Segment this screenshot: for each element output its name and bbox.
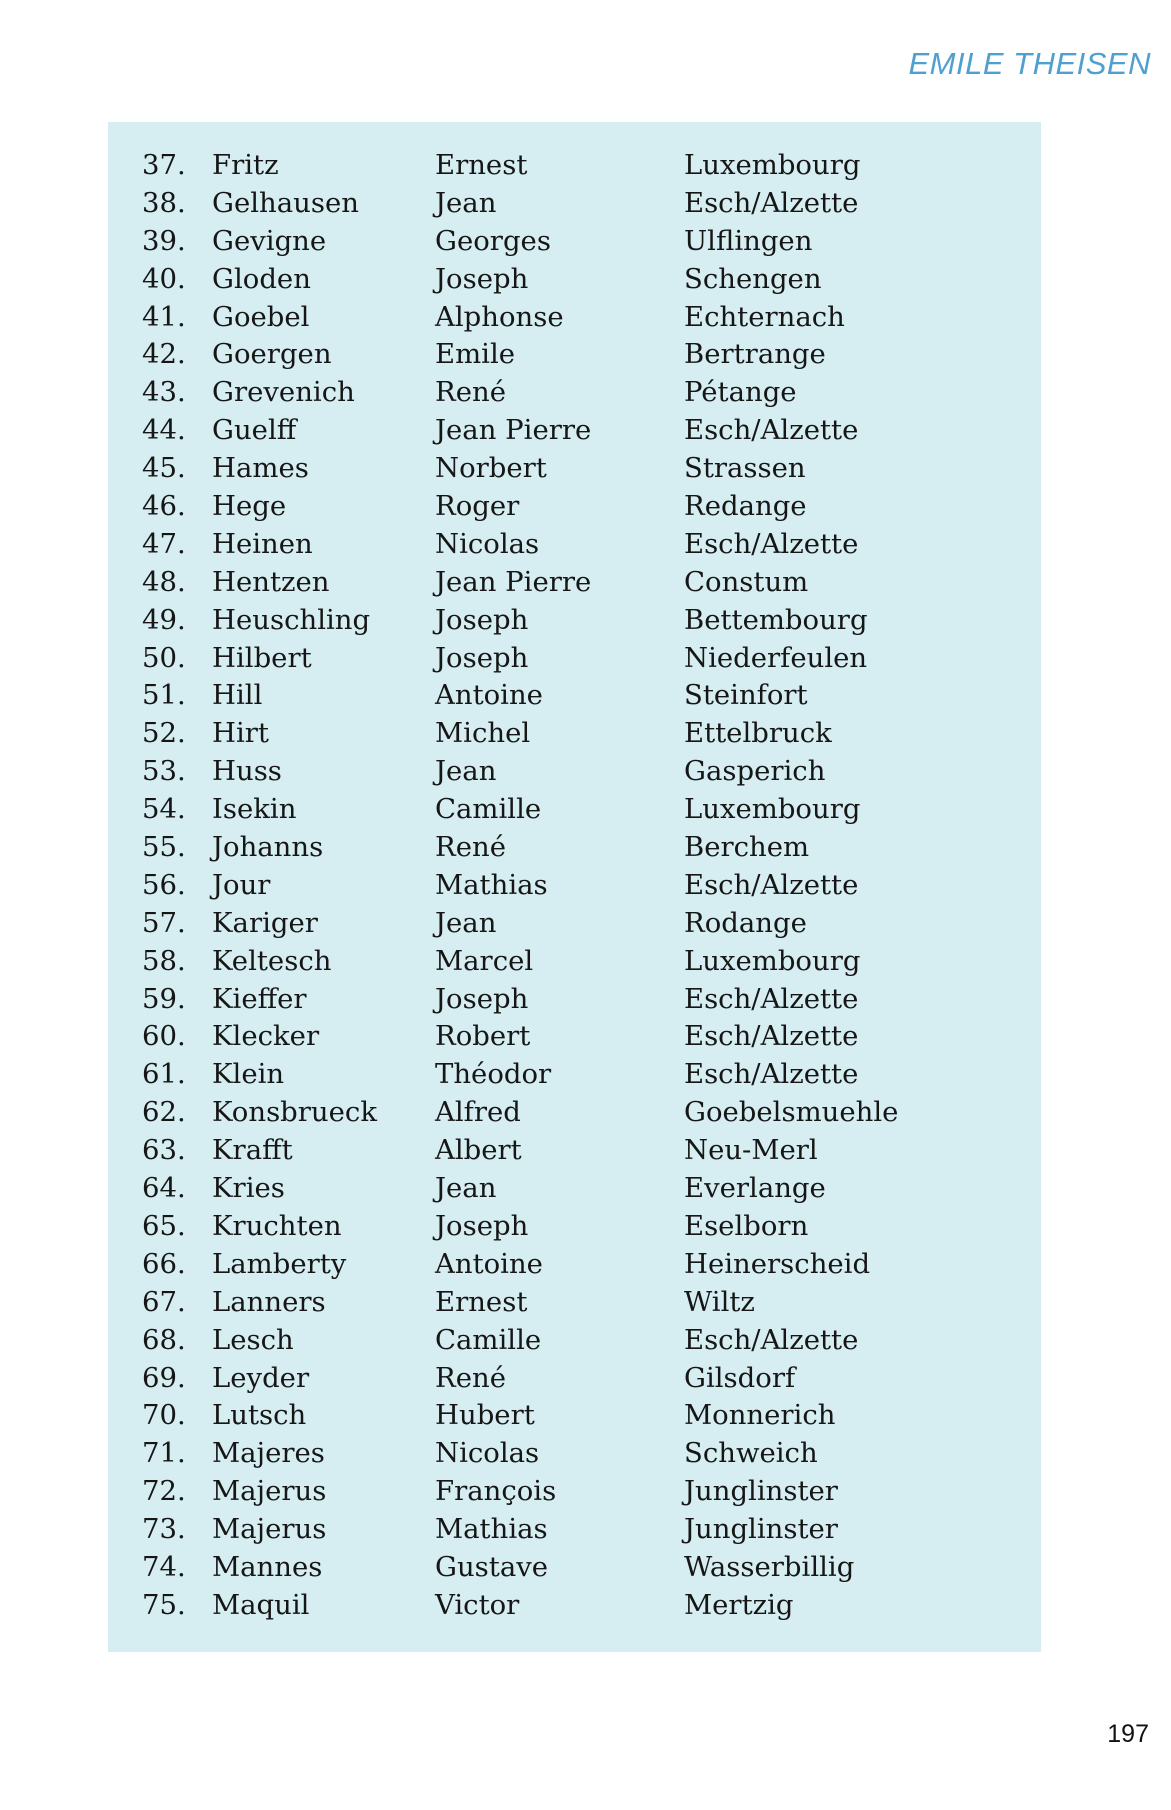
surname: Hames bbox=[212, 452, 309, 485]
list-item bbox=[108, 412, 1041, 450]
first-name: Joseph bbox=[435, 262, 529, 295]
entry-number: 38. bbox=[142, 186, 186, 219]
surname: Krafft bbox=[212, 1134, 293, 1167]
list-item bbox=[108, 1094, 1041, 1132]
list-item bbox=[108, 905, 1041, 943]
entry-number: 66. bbox=[142, 1247, 186, 1280]
entry-number: 48. bbox=[142, 565, 186, 598]
first-name: Marcel bbox=[435, 944, 534, 977]
list-item bbox=[108, 1587, 1041, 1625]
place-name: Gasperich bbox=[684, 755, 826, 788]
entry-number: 61. bbox=[142, 1058, 186, 1091]
list-item bbox=[108, 1549, 1041, 1587]
surname: Majerus bbox=[212, 1513, 327, 1546]
name-list-panel bbox=[108, 122, 1041, 1652]
place-name: Bertrange bbox=[684, 338, 826, 371]
first-name: François bbox=[435, 1475, 557, 1508]
entry-number: 44. bbox=[142, 414, 186, 447]
place-name: Pétange bbox=[684, 376, 797, 409]
entry-number: 45. bbox=[142, 452, 186, 485]
list-item bbox=[108, 867, 1041, 905]
first-name: René bbox=[435, 831, 506, 864]
surname: Huss bbox=[212, 755, 282, 788]
entry-number: 67. bbox=[142, 1285, 186, 1318]
surname: Majeres bbox=[212, 1437, 325, 1470]
place-name: Ulflingen bbox=[684, 224, 813, 257]
first-name: Jean bbox=[435, 906, 497, 939]
first-name: Nicolas bbox=[435, 1437, 540, 1470]
list-item bbox=[108, 753, 1041, 791]
place-name: Esch/Alzette bbox=[684, 982, 859, 1015]
entry-number: 53. bbox=[142, 755, 186, 788]
entry-number: 39. bbox=[142, 224, 186, 257]
list-item bbox=[108, 185, 1041, 223]
place-name: Heinerscheid bbox=[684, 1247, 871, 1280]
first-name: Nicolas bbox=[435, 527, 540, 560]
entry-number: 51. bbox=[142, 679, 186, 712]
list-item bbox=[108, 1360, 1041, 1398]
entry-number: 56. bbox=[142, 868, 186, 901]
entry-number: 60. bbox=[142, 1020, 186, 1053]
place-name: Goebelsmuehle bbox=[684, 1096, 899, 1129]
place-name: Eselborn bbox=[684, 1209, 809, 1242]
surname: Kieffer bbox=[212, 982, 307, 1015]
surname: Gloden bbox=[212, 262, 311, 295]
place-name: Esch/Alzette bbox=[684, 1058, 859, 1091]
entry-number: 74. bbox=[142, 1550, 186, 1583]
list-item bbox=[108, 1397, 1041, 1435]
surname: Hill bbox=[212, 679, 263, 712]
list-item bbox=[108, 1511, 1041, 1549]
place-name: Luxembourg bbox=[684, 793, 861, 826]
surname: Kruchten bbox=[212, 1209, 342, 1242]
entry-number: 64. bbox=[142, 1172, 186, 1205]
entry-number: 46. bbox=[142, 490, 186, 523]
surname: Lamberty bbox=[212, 1247, 347, 1280]
list-item bbox=[108, 1246, 1041, 1284]
surname: Guelff bbox=[212, 414, 297, 447]
surname: Mannes bbox=[212, 1550, 323, 1583]
list-item bbox=[108, 1056, 1041, 1094]
first-name: Jean Pierre bbox=[435, 565, 592, 598]
entry-number: 49. bbox=[142, 603, 186, 636]
list-item bbox=[108, 223, 1041, 261]
place-name: Schweich bbox=[684, 1437, 818, 1470]
surname: Lesch bbox=[212, 1323, 294, 1356]
surname: Lutsch bbox=[212, 1399, 307, 1432]
first-name: Camille bbox=[435, 1323, 542, 1356]
first-name: Jean bbox=[435, 1172, 497, 1205]
surname: Heinen bbox=[212, 527, 313, 560]
surname: Klein bbox=[212, 1058, 285, 1091]
entry-number: 55. bbox=[142, 831, 186, 864]
first-name: Théodor bbox=[435, 1058, 552, 1091]
entry-number: 37. bbox=[142, 149, 186, 181]
entry-number: 62. bbox=[142, 1096, 186, 1129]
list-item bbox=[108, 1284, 1041, 1322]
list-item bbox=[108, 715, 1041, 753]
place-name: Redange bbox=[684, 490, 807, 523]
place-name: Esch/Alzette bbox=[684, 1323, 859, 1356]
first-name: Camille bbox=[435, 793, 542, 826]
surname: Hilbert bbox=[212, 641, 312, 674]
first-name: Mathias bbox=[435, 1513, 548, 1546]
place-name: Echternach bbox=[684, 300, 845, 333]
surname: Majerus bbox=[212, 1475, 327, 1508]
entry-number: 41. bbox=[142, 300, 186, 333]
entry-number: 54. bbox=[142, 793, 186, 826]
surname: Maquil bbox=[212, 1588, 310, 1621]
list-item bbox=[108, 829, 1041, 867]
place-name: Rodange bbox=[684, 906, 807, 939]
list-item bbox=[108, 299, 1041, 337]
entry-number: 47. bbox=[142, 527, 186, 560]
surname: Lanners bbox=[212, 1285, 326, 1318]
page-number: 197 bbox=[1107, 1720, 1149, 1748]
surname: Fritz bbox=[212, 149, 279, 181]
entry-number: 63. bbox=[142, 1134, 186, 1167]
place-name: Esch/Alzette bbox=[684, 186, 859, 219]
entry-number: 57. bbox=[142, 906, 186, 939]
entry-number: 58. bbox=[142, 944, 186, 977]
entry-number: 52. bbox=[142, 717, 186, 750]
list-item bbox=[108, 677, 1041, 715]
entry-number: 70. bbox=[142, 1399, 186, 1432]
surname: Hege bbox=[212, 490, 287, 523]
place-name: Niederfeulen bbox=[684, 641, 868, 674]
entry-number: 75. bbox=[142, 1588, 186, 1621]
surname: Hirt bbox=[212, 717, 269, 750]
entry-number: 69. bbox=[142, 1361, 186, 1394]
surname: Klecker bbox=[212, 1020, 320, 1053]
first-name: Ernest bbox=[435, 149, 528, 181]
list-item bbox=[108, 1018, 1041, 1056]
entry-number: 72. bbox=[142, 1475, 186, 1508]
surname: Grevenich bbox=[212, 376, 355, 409]
entry-number: 73. bbox=[142, 1513, 186, 1546]
entry-number: 40. bbox=[142, 262, 186, 295]
surname: Keltesch bbox=[212, 944, 332, 977]
place-name: Esch/Alzette bbox=[684, 1020, 859, 1053]
first-name: René bbox=[435, 1361, 506, 1394]
surname: Hentzen bbox=[212, 565, 330, 598]
list-item bbox=[108, 147, 1041, 185]
place-name: Luxembourg bbox=[684, 149, 861, 181]
first-name: Antoine bbox=[435, 1247, 543, 1280]
surname: Heuschling bbox=[212, 603, 371, 636]
list-item bbox=[108, 374, 1041, 412]
surname: Goergen bbox=[212, 338, 332, 371]
first-name: Joseph bbox=[435, 982, 529, 1015]
list-item bbox=[108, 488, 1041, 526]
place-name: Steinfort bbox=[684, 679, 808, 712]
place-name: Neu-Merl bbox=[684, 1134, 818, 1167]
place-name: Monnerich bbox=[684, 1399, 836, 1432]
list-item bbox=[108, 1208, 1041, 1246]
first-name: Mathias bbox=[435, 868, 548, 901]
surname: Goebel bbox=[212, 300, 310, 333]
first-name: Michel bbox=[435, 717, 531, 750]
entry-number: 50. bbox=[142, 641, 186, 674]
place-name: Esch/Alzette bbox=[684, 414, 859, 447]
surname: Johanns bbox=[212, 831, 324, 864]
surname: Konsbrueck bbox=[212, 1096, 377, 1129]
first-name: Ernest bbox=[435, 1285, 528, 1318]
entry-number: 42. bbox=[142, 338, 186, 371]
first-name: Gustave bbox=[435, 1550, 549, 1583]
place-name: Junglinster bbox=[684, 1475, 838, 1508]
first-name: Emile bbox=[435, 338, 516, 371]
entry-number: 71. bbox=[142, 1437, 186, 1470]
first-name: Alfred bbox=[435, 1096, 521, 1129]
place-name: Ettelbruck bbox=[684, 717, 832, 750]
place-name: Esch/Alzette bbox=[684, 868, 859, 901]
first-name: Jean bbox=[435, 755, 497, 788]
first-name: Georges bbox=[435, 224, 551, 257]
list-item bbox=[108, 981, 1041, 1019]
list-item bbox=[108, 1435, 1041, 1473]
first-name: Jean bbox=[435, 186, 497, 219]
first-name: Joseph bbox=[435, 641, 529, 674]
list-item bbox=[108, 526, 1041, 564]
place-name: Bettembourg bbox=[684, 603, 868, 636]
first-name: Alphonse bbox=[435, 300, 564, 333]
place-name: Everlange bbox=[684, 1172, 826, 1205]
place-name: Luxembourg bbox=[684, 944, 861, 977]
list-item bbox=[108, 1473, 1041, 1511]
place-name: Wiltz bbox=[684, 1285, 755, 1318]
first-name: Hubert bbox=[435, 1399, 535, 1432]
list-item bbox=[108, 450, 1041, 488]
entry-number: 68. bbox=[142, 1323, 186, 1356]
first-name: Joseph bbox=[435, 1209, 529, 1242]
first-name: René bbox=[435, 376, 506, 409]
entry-number: 65. bbox=[142, 1209, 186, 1242]
first-name: Jean Pierre bbox=[435, 414, 592, 447]
surname: Gelhausen bbox=[212, 186, 359, 219]
list-item bbox=[108, 564, 1041, 602]
list-item bbox=[108, 943, 1041, 981]
entry-number: 59. bbox=[142, 982, 186, 1015]
first-name: Roger bbox=[435, 490, 520, 523]
list-item bbox=[108, 640, 1041, 678]
surname: Leyder bbox=[212, 1361, 310, 1394]
place-name: Wasserbillig bbox=[684, 1550, 855, 1583]
list-item bbox=[108, 1132, 1041, 1170]
first-name: Antoine bbox=[435, 679, 543, 712]
list-item bbox=[108, 791, 1041, 829]
first-name: Albert bbox=[435, 1134, 522, 1167]
name-list bbox=[108, 147, 1041, 1625]
list-item bbox=[108, 602, 1041, 640]
list-item bbox=[108, 1322, 1041, 1360]
surname: Kries bbox=[212, 1172, 285, 1205]
place-name: Gilsdorf bbox=[684, 1361, 796, 1394]
place-name: Berchem bbox=[684, 831, 810, 864]
entry-number: 43. bbox=[142, 376, 186, 409]
place-name: Schengen bbox=[684, 262, 822, 295]
list-item bbox=[108, 261, 1041, 299]
surname: Isekin bbox=[212, 793, 297, 826]
surname: Gevigne bbox=[212, 224, 327, 257]
running-head: EMILE THEISEN bbox=[908, 46, 1151, 81]
place-name: Constum bbox=[684, 565, 809, 598]
place-name: Mertzig bbox=[684, 1588, 794, 1621]
surname: Kariger bbox=[212, 906, 318, 939]
first-name: Victor bbox=[435, 1588, 520, 1621]
list-item bbox=[108, 336, 1041, 374]
place-name: Junglinster bbox=[684, 1513, 838, 1546]
first-name: Robert bbox=[435, 1020, 531, 1053]
first-name: Norbert bbox=[435, 452, 547, 485]
first-name: Joseph bbox=[435, 603, 529, 636]
surname: Jour bbox=[212, 868, 271, 901]
place-name: Esch/Alzette bbox=[684, 527, 859, 560]
list-item bbox=[108, 1170, 1041, 1208]
place-name: Strassen bbox=[684, 452, 806, 485]
